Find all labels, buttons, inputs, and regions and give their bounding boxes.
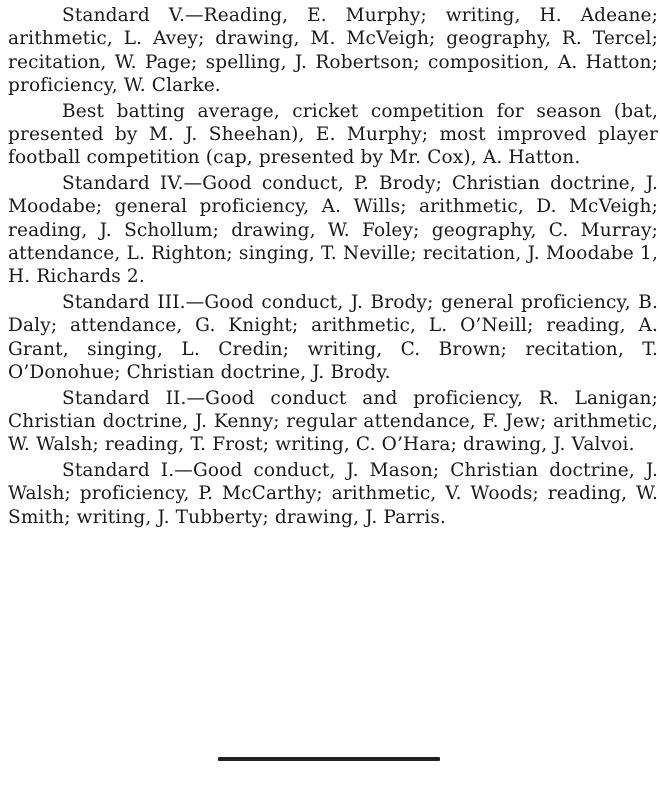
paragraph-sports-awards: Best batting average, cricket competition for season (bat, presented by M. J. Sheehan), E. Murphy; most improved player football competition (cap, presented by Mr. Cox), A. Hatton.	[8, 100, 658, 169]
paragraph-standard-ii: Standard II.—Good conduct and proficiency, R. Lanigan; Christian doctrine, J. Kenny; regular attendance, F. Jew; arithmetic, W. Walsh; reading, T. Frost; writing, C. O’Hara; drawing, J. Valvoi.	[8, 387, 658, 456]
paragraph-standard-iii: Standard III.—Good conduct, J. Brody; general proficiency, B. Daly; attendance, G. Knight; arithmetic, L. O’Neill; reading, A. Grant, singing, L. Credin; writing, C. Brown; recitation, T. O’Donohue; Christian doctrine, J. Brody.	[8, 291, 658, 384]
article-column	[8, 4, 658, 531]
section-divider-rule	[218, 757, 440, 761]
paragraph-standard-i: Standard I.—Good conduct, J. Mason; Christian doctrine, J. Walsh; proficiency, P. McCarthy; arithmetic, V. Woods; reading, W. Smith; writing, J. Tubberty; drawing, J. Parris.	[8, 459, 658, 528]
paragraph-standard-v: Standard V.—Reading, E. Murphy; writing, H. Adeane; arithmetic, L. Avey; drawing, M. McVeigh; geography, R. Tercel; recitation, W. Page; spelling, J. Robertson; composition, A. Hatton; proficiency, W. Clarke.	[8, 5, 658, 97]
paragraph-standard-iv: Standard IV.—Good conduct, P. Brody; Christian doctrine, J. Moodabe; general proficiency, A. Wills; arithmetic, D. McVeigh; reading, J. Schollum; drawing, W. Foley; geography, C. Murray; attendance, L. Righton; singing, T. Neville; recitation, J. Moodabe 1, H. Richards 2.	[8, 172, 658, 288]
